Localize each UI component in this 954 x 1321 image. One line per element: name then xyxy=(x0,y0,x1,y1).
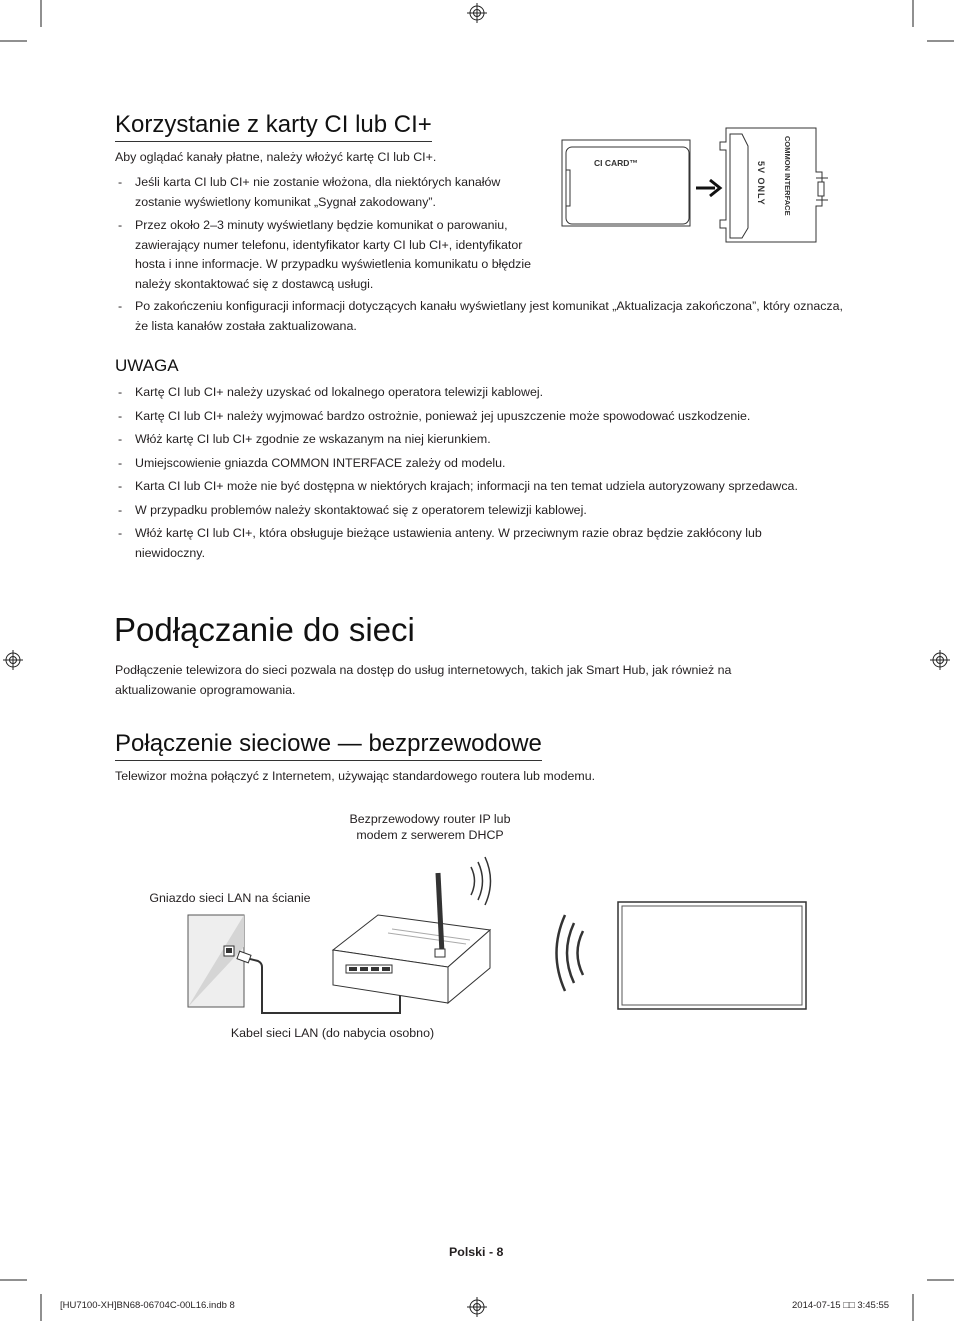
arrow-right-icon xyxy=(696,180,720,196)
network-diagram xyxy=(180,855,810,1015)
wireless-intro: Telewizor można połączyć z Internetem, używając standardowego routera lub modemu. xyxy=(115,769,596,783)
ci-intro: Aby oglądać kanały płatne, należy włożyć kartę CI lub CI+. xyxy=(115,150,437,164)
note-bullet-list xyxy=(115,383,855,567)
list-item: - Włóż kartę CI lub CI+ zgodnie ze wskazanym na niej kierunkiem. xyxy=(115,430,855,450)
ci-bullet-list xyxy=(115,173,535,294)
list-item: - Po zakończeniu konfiguracji informacji dotyczących kanału wyświetlany jest komunikat „Aktualizacja zakończona”, który oznacza, że lista kanałów została zaktualizowana. xyxy=(115,297,845,336)
chapter-title: Podłączanie do sieci xyxy=(114,611,415,648)
wifi-signal-icon xyxy=(471,857,491,905)
router-icon xyxy=(333,873,490,1003)
wall-socket-icon xyxy=(188,915,244,1007)
ci-card-label: CI CARD™ xyxy=(594,158,638,168)
list-item: - W przypadku problemów należy skontaktować się z operatorem telewizji kablowej. xyxy=(115,501,855,521)
network-intro: Podłączenie telewizora do sieci pozwala na dostęp do usług internetowych, takich jak Smart Hub, jak również na aktualizowanie oprogramowania. xyxy=(115,663,732,697)
wifi-signal-icon xyxy=(557,915,584,991)
list-item: - Umiejscowienie gniazda COMMON INTERFACE zależy od modelu. xyxy=(115,454,855,474)
list-item: - Kartę CI lub CI+ należy uzyskać od lokalnego operatora telewizji kablowej. xyxy=(115,383,855,403)
note-title: UWAGA xyxy=(115,356,179,375)
list-item: - Kartę CI lub CI+ należy wyjmować bardzo ostrożnie, ponieważ jej upuszczenie może spowodować uszkodzenie. xyxy=(115,407,855,427)
section-title-wireless: Połączenie sieciowe — bezprzewodowe xyxy=(115,730,542,761)
footer-date: 2014-07-15 □□ 3:45:55 xyxy=(792,1300,890,1311)
tv-icon xyxy=(618,902,806,1009)
section-title-ci-card: Korzystanie z karty CI lub CI+ xyxy=(115,111,432,142)
label-router: Bezprzewodowy router IP lub modem z serwerem DHCP xyxy=(349,812,511,842)
ci-card-illustration xyxy=(560,124,850,250)
ci-bullet-list-wide xyxy=(115,297,845,336)
list-item: - Przez około 2–3 minuty wyświetlany będzie komunikat o parowaniu, zawierający numer telefonu, identyfikator karty CI lub CI+, identyfikator hosta i inne informacje. W przypadku wyświetlenia komunikatu o błędzie należy skontaktować się z dostawcą usługi. xyxy=(115,216,535,294)
list-item: - Jeśli karta CI lub CI+ nie zostanie włożona, dla niektórych kanałów zostanie wyświetlony komunikat „Sygnał zakodowany”. xyxy=(115,173,535,212)
label-lan-cable: Kabel sieci LAN (do nabycia osobno) xyxy=(230,1026,435,1040)
slot-label-common-interface: COMMON INTERFACE xyxy=(783,136,792,216)
list-item: - Karta CI lub CI+ może nie być dostępna w niektórych krajach; informacji na ten temat udziela autoryzowany sprzedawca. xyxy=(115,477,855,497)
list-item: - Włóż kartę CI lub CI+, która obsługuje bieżące ustawienia anteny. W przeciwnym razie obraz będzie zakłócony lub niewidoczny. xyxy=(115,524,815,563)
footer-file-info: [HU7100-XH]BN68-06704C-00L16.indb 8 xyxy=(60,1300,235,1311)
slot-label-5v-only: 5V ONLY xyxy=(756,161,766,206)
label-wall-socket: Gniazdo sieci LAN na ścianie xyxy=(149,891,311,905)
page-number: Polski - 8 xyxy=(449,1245,504,1259)
